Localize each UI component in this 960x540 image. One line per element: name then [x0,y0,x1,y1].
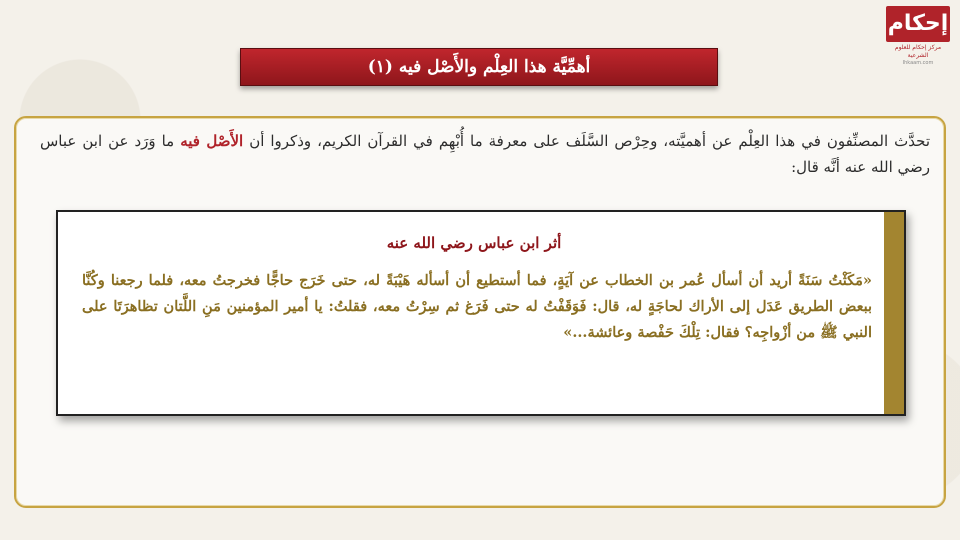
logo-tagline: Ihkaam.com [902,60,934,66]
ihkaam-logo [886,6,950,66]
quote-stripe [884,212,904,414]
quote-title: أثر ابن عباس رضي الله عنه [386,234,562,252]
slide-title: أهمِّيَّة هذا العِلْم والأَصْل فيه (١) [240,48,718,86]
quote-text: «مَكَثْتُ سَنَةً أريد أن أسأل عُمر بن الخطاب عن آيَةٍ، فما أستطيع أن أسأله هَيْبَةً له، حتى خَرَج حاجًّا فخرجتُ معه، فلما رجعنا وكُنَّا ببعض الطريق عَدَل إلى الأراك لحاجَةٍ له، قال: فَوَقَفْتُ له حتى فَرَغ ثم سِرْتُ معه، فقلتُ: يا أمير المؤمنين مَنِ اللَّتان تظاهرَتَا على النبي ﷺ من أزْواجِه؟ فقال: تِلْكَ حَفْصة وعائشة...» [82,272,872,341]
quote-box [56,210,906,416]
intro-paragraph [40,128,930,180]
logo-subtitle: مركز إحكام للعلوم الشرعية [894,44,942,59]
intro-text-part2: ما وَرَد عن ابن عباس رضي الله عنه أنَّه قال: [40,132,930,176]
intro-text-part1: تحدَّث المصنِّفون في هذا العِلْم عن أهميَّته، وحِرْص السَّلَف على معرفة ما أُبْهِم في القرآن الكريم، وذكروا أن [243,132,930,150]
intro-highlight: الأَصْل فيه [180,132,244,150]
logo-mark: إحكام [886,6,950,42]
